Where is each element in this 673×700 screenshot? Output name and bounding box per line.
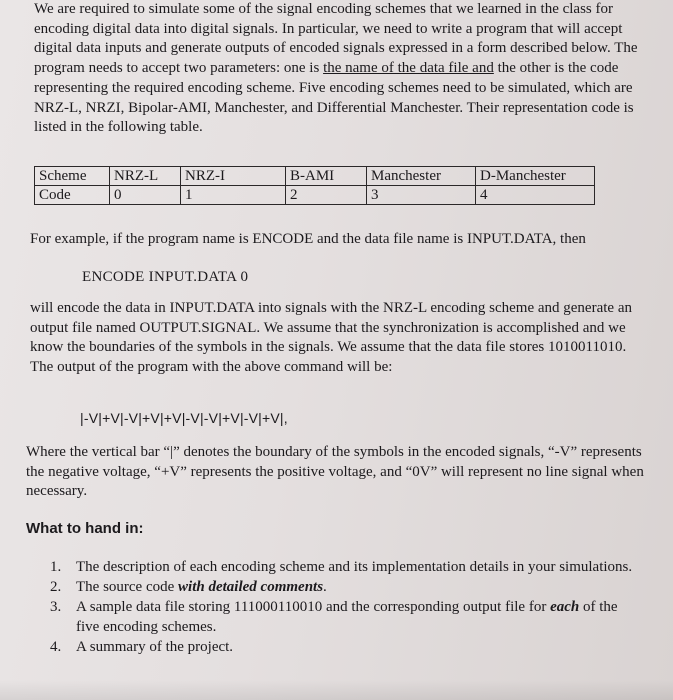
- list-item-text: A summary of the project.: [76, 639, 234, 655]
- table-cell: Scheme: [35, 167, 110, 186]
- table-cell: B-AMI: [286, 167, 367, 186]
- page-bottom-shadow: [0, 680, 673, 700]
- list-item-number: 3.: [50, 599, 62, 615]
- intro-text-end: the other is the code representing the required encoding scheme. Five encoding schemes need to be simulated, which are NRZ-L, NRZI, Bipolar-AMI, Manchester, and Differential Manchester. Their representation code is listed in the following table.: [34, 60, 634, 136]
- list-item: [50, 577, 640, 597]
- list-item-number: 2.: [50, 579, 62, 595]
- hand-in-heading: What to hand in:: [26, 520, 144, 537]
- table-cell: 2: [286, 186, 367, 205]
- intro-paragraph: [34, 0, 640, 138]
- intro-underlined-text: the name of the data file and: [323, 60, 494, 77]
- table-cell: 0: [110, 186, 181, 205]
- list-item-text: The description of each encoding scheme and its implementation details in your simulations.: [76, 559, 633, 575]
- example-explanation-paragraph: will encode the data in INPUT.DATA into signals with the NRZ-L encoding scheme and generate an output file named OUTPUT.SIGNAL. We assume that the synchronization is accomplished and we know the boundaries of the symbols in the signals. We assume that the data file stores 1010011010. The output of the program with the above command will be:: [30, 300, 632, 376]
- intro-text-start: We are required to simulate some of the signal encoding schemes that we learned in the class for encoding digital data into digital signals. In particular, we need to write a program that will accept digital data inputs and generate outputs of encoded signals expressed in a form described below. The program needs to accept two parameters: one is: [34, 1, 638, 77]
- encoding-code-table: [34, 166, 595, 205]
- table-row: [35, 186, 595, 205]
- table-cell: 3: [367, 186, 476, 205]
- list-item-emphasis: each: [550, 599, 580, 615]
- hand-in-list: [50, 557, 640, 657]
- list-item: [50, 557, 640, 577]
- list-item-text-end: .: [323, 579, 327, 595]
- encoded-output-example: |-V|+V|-V|+V|+V|-V|-V|+V|-V|+V|,: [80, 410, 288, 426]
- list-item-emphasis: with detailed comments: [178, 579, 324, 595]
- table-cell: Manchester: [367, 167, 476, 186]
- list-item-number: 1.: [50, 559, 62, 575]
- notation-explanation-paragraph: Where the vertical bar “|” denotes the boundary of the symbols in the encoded signals, “-V” represents the negative voltage, “+V” represents the positive voltage, and “0V” will represent no line signal when necessary.: [26, 444, 644, 500]
- list-item-text: A sample data file storing 111000110010 and the corresponding output file for: [76, 599, 551, 615]
- table-row: [35, 167, 595, 186]
- table-cell: NRZ-I: [181, 167, 286, 186]
- command-line-example: ENCODE INPUT.DATA 0: [82, 269, 249, 285]
- list-item-number: 4.: [50, 639, 62, 655]
- table-cell: 1: [181, 186, 286, 205]
- table-cell: 4: [476, 186, 595, 205]
- example-intro-paragraph: For example, if the program name is ENCODE and the data file name is INPUT.DATA, then: [30, 231, 586, 247]
- list-item: [50, 637, 640, 657]
- list-item-text: The source code: [76, 579, 179, 595]
- table-cell: D-Manchester: [476, 167, 595, 186]
- table-cell: NRZ-L: [110, 167, 181, 186]
- table-cell: Code: [35, 186, 110, 205]
- list-item: [50, 597, 640, 637]
- list-item-text-end: of the five encoding schemes.: [76, 599, 618, 635]
